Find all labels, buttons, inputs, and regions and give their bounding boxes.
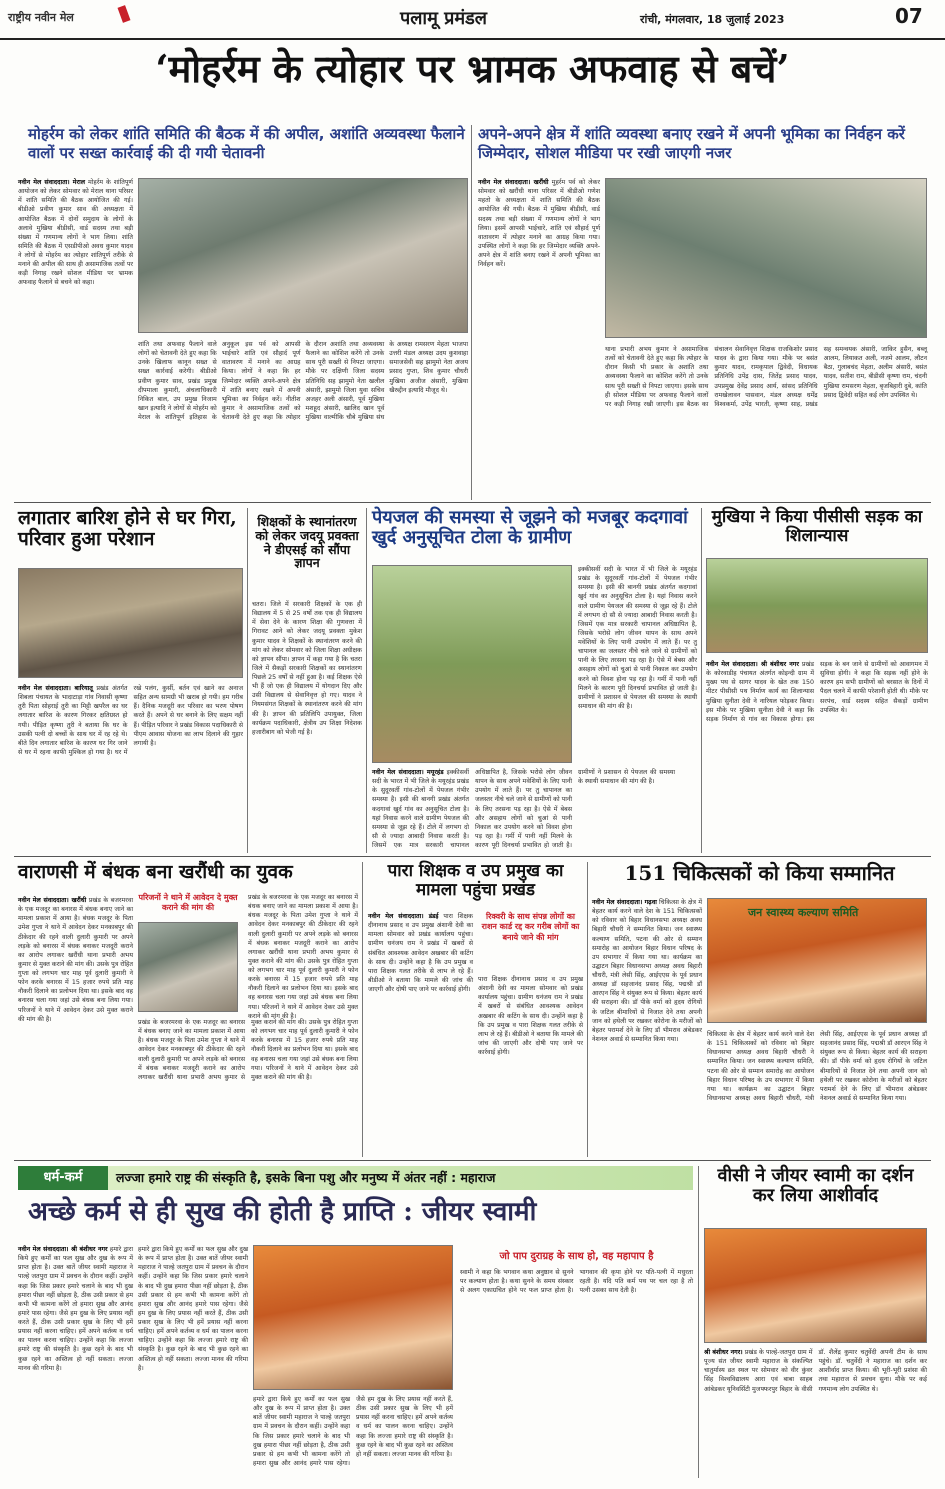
rain-story-text: प्रखंड अंतर्गत शिबला पंचायत के भादाटाड़ा गांव निवासी कृष्णा तुरी पिता सोहराई तुरी का मिट्टी खपरैल का घर लगातार बारिश के कारण गिरकर क्षतिग्रस्त हो गयी। पीड़ित कृष्णा तुरी ने बताया कि घर के उसकी पत्नी दो बच्चों के साथ घर में रह रहे थे। बीते दिन लगातार बारिश के कारण घर गिर जाने से घर में रहना काफी मुश्किल हो गया है। घर में रखे पलंग, कुर्सी, बर्तन एवं खाने का अनाज सहित अन्य सामग्री भी खराब हो गयी। हम गरीब हैं। दैनिक मजदूरी कर परिवार का भरण पोषण करते हैं। अपने से घर बनाने के लिए सक्षम नहीं हैं। पीड़ित परिवार ने प्रखंड विकास पदाधिकारी से पीएम आवास योजना का लाभ दिलाने की गुहार लगायी है। <box>18 685 243 756</box>
lead-left-dateline: नवीन मेल संवाददाता। मेराल <box>18 179 86 186</box>
lead-left-story-continued: शांति तथा अफवाह फैलाने वाले लोगों को चेतावनी देते हुए कहा कि उनके खिलाफ कानून सख्त से सख्त कार्रवाई करेगी। बीडीओ प्रवीण कुमार साव, प्रखंड प्रमुख दीपमाला कुमारी, अंचलाधिकारी निकित बाल, उप प्रमुख निजाम खान इत्यादि ने लोगों से मोहर्रम को मेराल के शांतिपूर्ण इतिहास के अनुकूल इस पर्व को आपसी भाईचारे शांति एवं सौहार्द पूर्ण वातावरण में मनाने का आग्रह किया। लोगों ने कहा कि हर जिम्मेदार व्यक्ति अपने-अपने क्षेत्र में शांति बनाए रखने में अपनी भूमिका का निर्वहन करें। नीतीश कुमार ने असामाजिक तत्वों को चेतावनी देते हुए कहा कि त्योहार के दौरान अशांति तथा अव्यवस्था फैलाने का कोशिश करेंगे तो उनके साथ पूरी सख्ती से निपटा जाएगा। मौके पर दक्षिणी जिला सदस्य प्रतिनिधि सह झामुमो नेता खलील अंसारी, झामुमो जिला युवा सचिव अजहर अली अंसारी, पूर्व मुखिया मशहूद अंसारी, खालिद खान पूर्व मुखिया वाल्मीकि चौबे मुखिया संघ के अध्यक्ष रामसरण मेहता भाजपा उत्तरी मंडल अध्यक्ष उदय कुशवाहा समाजसेवी सह झामुमो नेता अजय प्रसाद गुप्ता, शिव कुमार चौधरी मुखिया अजीज अंसारी, मुखिया खैरुद्दीन इत्यादि मौजूद थे। <box>138 341 468 421</box>
doctors-story-text: चिकित्सा के क्षेत्र में बेहतर कार्य करने वाले देश के 151 चिकित्सकों को रविवार को बिहार विधानसभा अध्यक्ष अवध बिहारी चौधरी ने सम्मानित किया। जन स्वास्थ्य कल्याण समिति, पटना की ओर से सम्मान समारोह का आयोजन बिहार विधान परिषद के उप सभागार में किया गया था। कार्यक्रम का उद्घाटन बिहार विधानसभा अध्यक्ष अवध बिहारी चौधरी, मंत्री लेसी सिंह, आईएएस के पूर्व प्रधान अध्यक्ष डॉ सहजानंद प्रसाद सिंह, पद्मश्री डॉ आरएन सिंह ने संयुक्त रूप से किया। बेहतर कार्य की सराहना की। डॉ पीके वर्मा को हृदय रोगियों के जटिल बीमारियों से निजात देने तथा अपनी जान को हथेली पर रखकर कोरोना के मरीजों को बेहतर परामर्श देने के लिए डॉ भीमराव अंबेडकर नेशनल अवार्ड से सम्मानित किया गया। <box>592 899 702 1043</box>
mukhiya-story-headline: मुखिया ने किया पीसीसी सड़क का शिलान्यास <box>711 507 923 546</box>
water-story-headline: पेयजल की समस्या से जूझने को मजबूर कदगावां खुर्द अनुसूचित टोला के ग्रामीण <box>372 507 688 548</box>
bonded-story-continued: प्रखंड के बजरमरवा के एक मजदूर का बनारस में बंधक बनाए जाने का मामला प्रकाश में आया है। बंधक मजदूर के पिता उमेश गुप्ता ने थाने में आवेदन देकर मनकाबपुर की ठीकेदार की रहने वाली दुलारी कुमारी पर अपने लड़के को बनारस में बंधक बनाकर मजदूरी कराने का आरोप लगाकर खरौंधी थाना प्रभारी अभय कुमार से मुक्त कराने की मांग की। उसके पुत्र रोहित गुप्ता को लगभग चार माह पूर्व दुलारी कुमारी ने फोन करके बनारस में 15 हजार रुपये प्रति माह नौकरी दिलाने का प्रलोभन दिया था। इसके बाद वह बनारस चला गया जहां उसे बंधक बना लिया गया। परिजनों ने थाने में आवेदन देकर उसे मुक्त कराने की मांग की है। <box>138 1019 358 1081</box>
doctors-story-intro <box>592 898 702 1156</box>
dharma-story-dateline: नवीन मेल संवाददाता। श्री बंशीधर नगर <box>18 1246 108 1253</box>
para-story-headline: पारा शिक्षक व उप प्रमुख का मामला पहुंचा प्रखंड <box>387 861 564 900</box>
bonded-story-text: प्रखंड के बजरमरवा के एक मजदूर का बनारस में बंधक बनाए जाने का मामला प्रकाश में आया है। बंधक मजदूर के पिता उमेश गुप्ता ने थाने में आवेदन देकर मनकाबपुर की ठीकेदार की रहने वाली दुलारी कुमारी पर अपने लड़के को बनारस में बंधक बनाकर मजदूरी कराने का आरोप लगाकर खरौंधी थाना प्रभारी अभय कुमार से मुक्त कराने की मांग की। उसके पुत्र रोहित गुप्ता को लगभग चार माह पूर्व दुलारी कुमारी ने फोन करके बनारस में 15 हजार रुपये प्रति माह नौकरी दिलाने का प्रलोभन दिया था। इसके बाद वह बनारस चला गया जहां उसे बंधक बना लिया गया। परिजनों ने थाने में आवेदन देकर उसे मुक्त कराने की मांग की है। <box>18 897 133 1023</box>
column-divider <box>587 862 588 1157</box>
doctors-story-continued: चिकित्सा के क्षेत्र में बेहतर कार्य करने वाले देश के 151 चिकित्सकों को रविवार को बिहार विधानसभा अध्यक्ष अवध बिहारी चौधरी ने सम्मानित किया। जन स्वास्थ्य कल्याण समिति, पटना की ओर से सम्मान समारोह का आयोजन बिहार विधान परिषद के उप सभागार में किया गया था। कार्यक्रम का उद्घाटन बिहार विधानसभा अध्यक्ष अवध बिहारी चौधरी, मंत्री लेसी सिंह, आईएएस के पूर्व प्रधान अध्यक्ष डॉ सहजानंद प्रसाद सिंह, पद्मश्री डॉ आरएन सिंह ने संयुक्त रूप से किया। बेहतर कार्य की सराहना की। डॉ पीके वर्मा को हृदय रोगियों के जटिल बीमारियों से निजात देने तथा अपनी जान को हथेली पर रखकर कोरोना के मरीजों को बेहतर परामर्श देने के लिए डॉ भीमराव अंबेडकर नेशनल अवार्ड से सम्मानित किया गया। <box>707 1031 927 1102</box>
lead-right-story-intro <box>478 178 600 378</box>
column-divider <box>471 125 472 500</box>
newspaper-brand: राष्ट्रीय नवीन मेल <box>8 11 74 24</box>
jeeyar-swami-preaching-photo <box>253 1245 453 1390</box>
water-story-intro <box>372 768 675 852</box>
column-divider <box>362 862 363 1157</box>
bonded-story-side: प्रखंड के बजरमरवा के एक मजदूर का बनारस में बंधक बनाए जाने का मामला प्रकाश में आया है। बंधक मजदूर के पिता उमेश गुप्ता ने थाने में आवेदन देकर मनकाबपुर की ठीकेदार की रहने वाली दुलारी कुमारी पर अपने लड़के को बनारस में बंधक बनाकर मजदूरी कराने का आरोप लगाकर खरौंधी थाना प्रभारी अभय कुमार से मुक्त कराने की मांग की। उसके पुत्र रोहित गुप्ता को लगभग चार माह पूर्व दुलारी कुमारी ने फोन करके बनारस में 15 हजार रुपये प्रति माह नौकरी दिलाने का प्रलोभन दिया था। इसके बाद वह बनारस चला गया जहां उसे बंधक बना लिया गया। परिजनों ने थाने में आवेदन देकर उसे मुक्त कराने की मांग की है। <box>248 894 358 1020</box>
doctors-honour-ceremony-photo <box>707 898 927 1023</box>
para-callout: रिक्वरी के साथ संपन्न लोगों का राशन कार्ड रद्द कर गरीब लोगों का बनाये जाने की मांग <box>481 912 580 942</box>
visit-story-text: प्रखंड के पाल्हे-जतपुरा ग्राम में पूज्य संत जीयर स्वामी महाराज के संकल्पित चातुर्मास्य व्रत स्थल पर सोमवार को वीर कुंवर सिंह विश्वविद्यालय आरा एवं बाबा साहब आंबेडकर यूनिवर्सिटी मुजफ्फरपुर बिहार के वीसी डॉ. शैलेंद्र कुमार चतुर्वेदी अपनी टीम के साथ पहुंचे। डॉ. चतुर्वेदी ने महाराज का दर्शन कर आशीर्वाद प्राप्त किया। की भूरी-भूरी प्रशंसा की तथा महाराज से प्रवचन सुना। मौके पर कई गणमान्य लोग उपस्थित थे। <box>704 1349 927 1393</box>
section-divider <box>14 1160 931 1161</box>
lead-right-dateline: नवीन मेल संवाददाता। खरौंधी <box>478 179 549 186</box>
lead-left-body: मोहर्रम के शांतिपूर्ण आयोजन को लेकर सोमवार को मेराल थाना परिसर में शांति समिति की बैठक आयोजित की गई। बीडीओ प्रवीण कुमार साव की अध्यक्षता में आयोजित बैठक में दोनों समुदाय के लोगों के अलावे मुखिया बीडीसी, वार्ड सदस्य तथा बड़ी संख्या में गणमान्य लोगों ने भाग लिया। शांति समिति की बैठक में एसडीपीओ अवध कुमार यादव ने लोगों से मोहर्रम का त्योहार शांतिपूर्ण तरीके से मनाने की अपील की साथ ही असामाजिक तत्वों पर कड़ी निगाह रखने सोशल मीडिया पर भ्रामक अफवाह फैलाने से बचने को कहा। <box>18 179 133 287</box>
para-story-continued: पारा शिक्षक दीनानाथ प्रसाद व उप प्रमुख अंशानी देवी का मामला सोमवार को प्रखंड कार्यालय पहुंचा। ग्रामीण धनंजय राम ने प्रखंड में खबरों से संबंधित आवश्यक आवेदन अखबार की कटिंग के साथ दी। उन्होंने कहा है कि उप प्रमुख व पारा शिक्षक गलत तरीके से लाभ ले रहे हैं। बीडीओ ने बताया कि मामले की जांच की जाएगी और दोषी पाए जाने पर कार्रवाई होगी। <box>478 976 583 1056</box>
family-at-police-station-photo <box>138 922 238 1012</box>
teacher-story-body: चतरा। जिले में सरकारी शिक्षकों के एक ही विद्यालय में 5 से 25 वर्षों तक एक ही विद्यालय में सेवा देने के कारण शिक्षा की गुणवत्ता में गिरावट आने को लेकर जदयू प्रवक्ता मुकेश कुमार यादव ने शिक्षकों के स्थानांतरण करने की मांग को लेकर सोमवार को जिला शिक्षा अधीक्षक को ज्ञापन सौंपा। ज्ञापन में कहा गया है कि चतरा जिले में सैकड़ों सरकारी शिक्षकों का स्थानांतरण पिछले 25 वर्षों से नहीं हुआ है। कई शिक्षक ऐसे भी हैं जो एक ही विद्यालय में योगदान दिए और उसी विद्यालय से सेवानिवृत्त हो गए। यादव ने नियमसंगत शिक्षकों के स्थानांतरण करने की मांग की है। ज्ञापन की प्रतिलिपि उपायुक्त, जिला कार्यक्रम पदाधिकारी, क्षेत्रीय उप शिक्षा निदेशक हजारीबाग को भेजी गई है। <box>252 601 362 736</box>
dharma-story-continued: हमारे द्वारा किये हुए कर्मों का फल सुख और दुख के रूप में प्राप्त होता है। उक्त बातें जीयर स्वामी महाराज ने पाल्हे जतपुरा ग्राम में प्रवचन के दौरान कहीं। उन्होंने कहा कि जिस प्रकार हमारे चलाने के बाद भी दुख हमारा पीछा नहीं छोड़ता है, ठीक उसी प्रकार से हम कभी भी कामना करेंगे तो हमारा सुख और आनंद हमारे पास रहेगा। जैसे हम दुख के लिए प्रयास नहीं करते हैं, ठीक उसी प्रकार सुख के लिए भी हमें प्रयास नहीं करना चाहिए। हमें अपने कर्तव्य व धर्म का पालन करना चाहिए। उन्होंने कहा कि लज्जा हमारे राष्ट्र की संस्कृति है। कुछ रहने के बाद भी कुछ रहने का अस्तित्व हो नहीं सकता। लज्जा मानव की गरिमा है। <box>138 1246 248 1372</box>
dharma-story-intro <box>18 1245 133 1477</box>
lead-right-body: मुहर्रम पर्व को लेकर सोमवार को खरौंधी थाना परिसर में बीडीओ गणेश महतो के अध्यक्षता में शांति समिति की बैठक आयोजित की गयी। बैठक में मुखिया बीडीसी, वार्ड सदस्य तथा बड़ी संख्या में गणमान्य लोगों ने भाग लिया। इसमें आपसी भाईचारे, शांति एवं सौहार्द पूर्ण वातावरण में त्योहार मनाने का आग्रह किया गया। उपस्थित लोगों ने कहा कि हर जिम्मेदार व्यक्ति अपने-अपने क्षेत्र में शांति बनाए रखने में अपनी भूमिका का निर्वहन करें। <box>478 179 600 269</box>
section-divider <box>14 856 931 857</box>
mukhiya-story-body <box>706 660 928 852</box>
bonded-story-intro <box>18 896 133 1156</box>
villagers-at-handpump-photo <box>372 565 572 763</box>
visit-story-headline: वीसी ने जीयर स्वामी का दर्शन कर लिया आशीर्वाद <box>717 1165 914 1206</box>
para-story-intro <box>368 912 473 1156</box>
peace-committee-meeting-photo <box>138 178 468 333</box>
page-number: 07 <box>895 4 923 28</box>
lead-headline: ‘मोहर्रम के त्योहार पर भ्रामक अफवाह से बचें’ <box>155 46 790 91</box>
section-divider <box>14 502 931 503</box>
issue-date: रांची, मंगलवार, 18 जुलाई 2023 <box>640 13 785 26</box>
column-divider <box>366 508 367 853</box>
column-divider <box>247 508 248 853</box>
dharma-headline: अच्छे कर्म से ही सुख की होती है प्राप्ति : जीयर स्वामी <box>28 1197 537 1227</box>
water-story-dateline: नवीन मेल संवाददाता। मयूरहंड <box>372 769 444 776</box>
dharma-story-text: हमारे द्वारा किये हुए कर्मों का फल सुख और दुख के रूप में प्राप्त होता है। उक्त बातें जीयर स्वामी महाराज ने पाल्हे जतपुरा ग्राम में प्रवचन के दौरान कहीं। उन्होंने कहा कि जिस प्रकार हमारे चलाने के बाद भी दुख हमारा पीछा नहीं छोड़ता है, ठीक उसी प्रकार से हम कभी भी कामना करेंगे तो हमारा सुख और आनंद हमारे पास रहेगा। जैसे हम दुख के लिए प्रयास नहीं करते हैं, ठीक उसी प्रकार सुख के लिए भी हमें प्रयास नहीं करना चाहिए। हमें अपने कर्तव्य व धर्म का पालन करना चाहिए। उन्होंने कहा कि लज्जा हमारे राष्ट्र की संस्कृति है। कुछ रहने के बाद भी कुछ रहने का अस्तित्व हो नहीं सकता। लज्जा मानव की गरिमा है। <box>18 1246 133 1372</box>
road-foundation-photo <box>706 558 928 653</box>
lead-right-story-continued: थाना प्रभारी अभय कुमार ने असामाजिक तत्वों को चेतावनी देते हुए कहा कि त्योहार के दौरान किसी भी प्रकार के अशांति तथा अव्यवस्था फैलाने का कोशिश करेंगे तो उनके साथ पूरी सख्ती से निपटा जाएगा। इसके साथ ही सोशल मीडिया पर अफवाह फैलाने वालों पर कड़ी निगाह रखी जाएगी। इस बैठक का संचालन सेवानिवृत्त शिक्षक राजकिशोर प्रसाद यादव के द्वारा किया गया। मौके पर बसंत कुमार यादव, रामकृपाल द्विवेदी, विधायक प्रतिनिधि उपेंद्र दास, जितेंद्र प्रसाद यादव, उपप्रमुख देवेंद्र प्रसाद आर्य, सांसद प्रतिनिधि रामखेलावन पासवान, मंडल अध्यक्ष धर्मेंद्र विश्वकर्मा, उपेंद्र भारती, कृष्णा साह, प्रखंड सह समन्वयक अंसारी, जाकिर हुसैन, बब्लू आलम, लियाकत अली, नजमे आलम, लौटन बैठा, गुलाबचंद मेहता, अलीम अंसारी, बसंत यादव, सतीश राम, बीडीसी कृष्णा राम, चंदनी मुखिया रामसरण मेहता, बृजबिहारी दुबे, कांति प्रसाद द्विवेदी सहित कई लोग उपस्थित थे। <box>605 346 927 408</box>
kharaundhi-meeting-photo <box>605 178 927 338</box>
para-story-text: पारा शिक्षक दीनानाथ प्रसाद व उप प्रमुख अंशानी देवी का मामला सोमवार को प्रखंड कार्यालय पहुंचा। ग्रामीण धनंजय राम ने प्रखंड में खबरों से संबंधित आवश्यक आवेदन अखबार की कटिंग के साथ दी। उन्होंने कहा है कि उप प्रमुख व पारा शिक्षक गलत तरीके से लाभ ले रहे हैं। बीडीओ ने बताया कि मामले की जांच की जाएगी और दोषी पाए जाने पर कार्रवाई होगी। <box>368 913 473 993</box>
mukhiya-story-dateline: नवीन मेल संवाददाता। श्री बंशीधर नगर <box>706 661 799 668</box>
column-divider <box>698 1166 699 1478</box>
teacher-story-headline: शिक्षकों के स्थानांतरण को लेकर जदयू प्रवक्ता ने डीएसई को सौंपा ज्ञापन <box>255 514 359 571</box>
water-story-continued: इक्कीसवीं सदी के भारत में भी जिले के मयूरहंड प्रखंड के सुदूरवर्ती गांव-टोलों में पेयजल गंभीर समस्या है। इसी की बानगी प्रखंड अंतर्गत कदगावां खुर्द गांव का अनुसूचित टोला है। यहां निवास करने वाले ग्रामीण पेयजल की समस्या से जूझ रहे हैं। टोले में लगभग दो सौ से ज्यादा आबादी निवास करती है। जिसमें एक मात्र सरकारी चापानल अधिष्ठापित है, जिसके भरोसे लोग जीवन यापन के साथ अपने मवेशियों के लिए पानी उपयोग में लाते हैं। पर तु चापानल का जलस्तर नीचे चले जाने से ग्रामीणों को पानी के लिए तरसना पड़ रहा है। ऐसे में बेबस और असहाय लोगों को चुआं से पानी निकाल कर उपयोग करने को विवश होना पड़ रहा है। गर्मी में पानी नहीं मिलने के कारण पूरी दिनचर्या प्रभावित हो जाती है। ग्रामीणों ने प्रशासन से पेयजल की समस्या के स्थायी समाधान की मांग की है। <box>578 566 697 710</box>
column-divider <box>701 508 702 853</box>
rain-story-body <box>18 684 243 852</box>
rain-story-headline: लगातार बारिश होने से घर गिरा, परिवार हुआ परेशान <box>18 507 237 550</box>
doctors-story-dateline: नवीन मेल संवाददाता। गढ़वा <box>592 899 657 906</box>
bonded-story-dateline: नवीन मेल संवाददाता। खरौंधी <box>18 897 87 904</box>
water-story-text: इक्कीसवीं सदी के भारत में भी जिले के मयूरहंड प्रखंड के सुदूरवर्ती गांव-टोलों में पेयजल गंभीर समस्या है। इसी की बानगी प्रखंड अंतर्गत कदगावां खुर्द गांव का अनुसूचित टोला है। यहां निवास करने वाले ग्रामीण पेयजल की समस्या से जूझ रहे हैं। टोले में लगभग दो सौ से ज्यादा आबादी निवास करती है। जिसमें एक मात्र सरकारी चापानल अधिष्ठापित है, जिसके भरोसे लोग जीवन यापन के साथ अपने मवेशियों के लिए पानी उपयोग में लाते हैं। पर तु चापानल का जलस्तर नीचे चले जाने से ग्रामीणों को पानी के लिए तरसना पड़ रहा है। ऐसे में बेबस और असहाय लोगों को चुआं से पानी निकाल कर उपयोग करने को विवश होना पड़ रहा है। गर्मी में पानी नहीं मिलने के कारण पूरी दिनचर्या प्रभावित हो जाती है। ग्रामीणों ने प्रशासन से पेयजल की समस्या के स्थायी समाधान की मांग की है। <box>372 769 675 849</box>
doctors-story-headline: 151 चिकित्सकों को किया सम्मानित <box>624 861 895 885</box>
mukhiya-story-text: प्रखंड के कोरवाडीह पंचायत अंतर्गत कोइन्दी ग्राम में मुख्य पथ से सागर यादव के खेत तक 150 मीटर पीसीसी पथ निर्माण कार्य का शिलान्यास मुखिया सुनीता देवी ने नारियल फोड़कर किया। इस मौके पर मुखिया सुनीता देवी ने कहा कि सड़क निर्माण से गांव का विकास होगा। इस सड़क के बन जाने से ग्रामीणों को आवागमन में सुविधा होगी। ने कहा कि सड़क नहीं होने के कारण हम सभी ग्रामीणों को बरसात के दिनों में पैदल चलने में काफी परेशानी होती थी। मौके पर सरपंच, वार्ड सदस्य सहित सैकड़ों ग्रामीण उपस्थित थे। <box>706 661 928 723</box>
dharma-pull-quote: जो पाप दुराग्रह के साथ हो, वह महापाप है <box>499 1251 654 1262</box>
dharma-story-second: स्वामी ने कहा कि भगवान कथा अनुष्ठान से सुनने पर कल्याण होता है। कथा सुनने के समय संस्कार से अलग एकाग्रचित होने पर फल प्राप्त होता है। भागवान की कृपा होने पर पति-पत्नी में मधुरता रहती है। यदि पति कर्म पथ पर चल रहा है तो पत्नी उसका साथ देती है। <box>460 1269 693 1295</box>
dharma-karm-label: धर्म-कर्म <box>18 1166 108 1190</box>
vc-meets-swami-photo <box>704 1228 927 1343</box>
bonded-callout: परिजनों ने थाने में आवेदन दे मुक्त कराने की मांग की <box>138 893 238 913</box>
lead-left-story-intro <box>18 178 133 496</box>
bonded-story-headline: वाराणसी में बंधक बना खरौंधी का युवक <box>18 861 293 883</box>
collapsed-house-photo <box>18 568 243 678</box>
visit-story-dateline: श्री बंशीधर नगर। <box>704 1349 743 1356</box>
para-story-dateline: नवीन मेल संवाददाता। डंडई <box>368 913 439 920</box>
section-name: पलामू प्रमंडल <box>400 8 487 29</box>
ceremony-banner: जन स्वास्थ्य कल्याण समिति <box>748 906 859 919</box>
rain-story-dateline: नवीन मेल संवाददाता। बारियातू <box>18 685 93 692</box>
lead-left-subheadline: मोहर्रम को लेकर शांति समिति की बैठक में की अपील, अशांति अव्यवस्था फैलाने वालों पर सख्त कार्रवाई की दी गयी चेतावनी <box>28 125 465 162</box>
lead-right-subheadline: अपने-अपने क्षेत्र में शांति व्यवस्था बनाए रखने में अपनी भूमिका का निर्वहन करें जिम्मेदार, सोशल मीडिया पर रखी जाएगी नजर <box>478 125 905 162</box>
dharma-strip-headline: लज्जा हमारे राष्ट्र की संस्कृति है, इसके बिना पशु और मनुष्य में अंतर नहीं : महाराज <box>116 1170 496 1185</box>
dharma-story-more: हमारे द्वारा किये हुए कर्मों का फल सुख और दुख के रूप में प्राप्त होता है। उक्त बातें जीयर स्वामी महाराज ने पाल्हे जतपुरा ग्राम में प्रवचन के दौरान कहीं। उन्होंने कहा कि जिस प्रकार हमारे चलाने के बाद भी दुख हमारा पीछा नहीं छोड़ता है, ठीक उसी प्रकार से हम कभी भी कामना करेंगे तो हमारा सुख और आनंद हमारे पास रहेगा। जैसे हम दुख के लिए प्रयास नहीं करते हैं, ठीक उसी प्रकार सुख के लिए भी हमें प्रयास नहीं करना चाहिए। हमें अपने कर्तव्य व धर्म का पालन करना चाहिए। उन्होंने कहा कि लज्जा हमारे राष्ट्र की संस्कृति है। कुछ रहने के बाद भी कुछ रहने का अस्तित्व हो नहीं सकता। लज्जा मानव की गरिमा है। <box>253 1396 453 1467</box>
visit-story-body <box>704 1348 927 1477</box>
